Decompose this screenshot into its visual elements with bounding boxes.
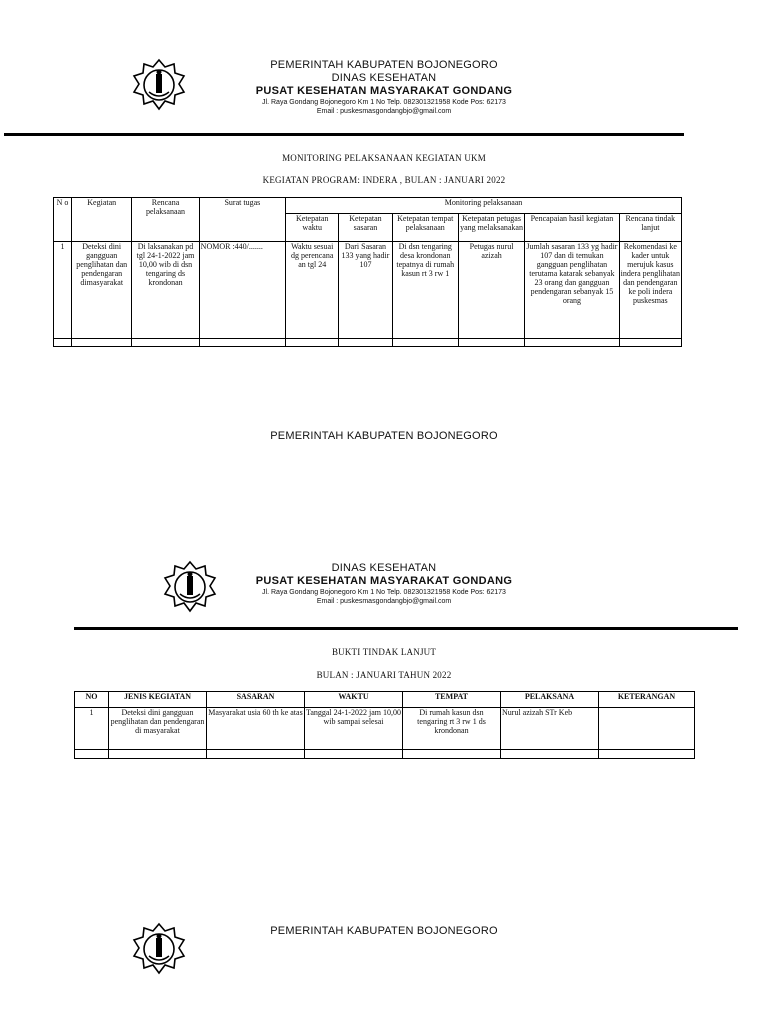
col-sasaran: SASARAN (207, 692, 305, 708)
letterhead-divider (4, 133, 684, 136)
cell-sasaran: Masyarakat usia 60 th ke atas (207, 708, 305, 750)
col-waktu: Ketepatan waktu (286, 214, 339, 242)
cell-jenis: Deteksi dini gangguan penglihatan dan pendengaran di masyarakat (109, 708, 207, 750)
cell-waktu: Waktu sesuai dg perencana an tgl 24 (286, 242, 339, 339)
government-name-2: PEMERINTAH KABUPATEN BOJONEGORO (270, 430, 498, 442)
table-row-empty (54, 339, 682, 347)
cell-petugas: Petugas nurul azizah (458, 242, 524, 339)
puskesmas-name: PUSAT KESEHATAN MASYARAKAT GONDANG (255, 85, 513, 97)
section2-subtitle: BULAN : JANUARI TAHUN 2022 (316, 670, 452, 680)
cell-surat: NOMOR :440/....... (199, 242, 285, 339)
tindak-lanjut-table (74, 691, 695, 759)
cell-tempat: Di rumah kasun dsn tengaring rt 3 rw 1 ds krondonan (403, 708, 501, 750)
col-sasaran: Ketepatan sasaran (339, 214, 392, 242)
cell-pelaksana: Nurul azizah STr Keb (501, 708, 599, 750)
cell-kegiatan: Deteksi dini gangguan penglihatan dan pendengaran dimasyarakat (72, 242, 132, 339)
col-monitoring: Monitoring pelaksanaan (286, 198, 682, 214)
col-rencana: Rencana pelaksanaan (132, 198, 199, 242)
col-jenis: JENIS KEGIATAN (109, 692, 207, 708)
section1-title: MONITORING PELAKSANAAN KEGIATAN UKM (282, 153, 486, 163)
col-keterangan: KETERANGAN (599, 692, 695, 708)
cell-waktu: Tanggal 24-1-2022 jam 10,00 wib sampai selesai (305, 708, 403, 750)
government-name: PEMERINTAH KABUPATEN BOJONEGORO (270, 59, 498, 71)
col-waktu: WAKTU (305, 692, 403, 708)
department-name-2: DINAS KESEHATAN (331, 562, 437, 574)
table-row-empty (75, 750, 695, 759)
col-tempat: Ketepatan tempat pelaksanaan (392, 214, 458, 242)
address: Jl. Raya Gondang Bojonegoro Km 1 No Telp. 082301321958 Kode Pos: 62173 (262, 99, 506, 106)
cell-keterangan (599, 708, 695, 750)
address-2: Jl. Raya Gondang Bojonegoro Km 1 No Telp. 082301321958 Kode Pos: 62173 (262, 589, 506, 596)
cell-rencana: Di laksanakan pd tgl 24-1-2022 jam 10,00 wib di dsn tengaring ds krondonan (132, 242, 199, 339)
col-kegiatan: Kegiatan (72, 198, 132, 242)
monitoring-table (53, 197, 682, 347)
col-no: N o (54, 198, 72, 242)
government-name-3: PEMERINTAH KABUPATEN BOJONEGORO (270, 925, 498, 937)
section1-subtitle: KEGIATAN PROGRAM: INDERA , BULAN : JANUARI 2022 (262, 175, 506, 185)
cell-tindak: Rekomendasi ke kader untuk merujuk kasus indera penglihatan dan pendengaran ke poli indera puskesmas (619, 242, 681, 339)
cell-tempat: Di dsn tengaring desa krondonan tepatnya di rumah kasun rt 3 rw 1 (392, 242, 458, 339)
col-pencapaian: Pencapaian hasil kegiatan (525, 214, 619, 242)
col-tindak: Rencana tindak lanjut (619, 214, 681, 242)
col-petugas: Ketepatan petugas yang melaksanakan (458, 214, 524, 242)
cell-pencapaian: Jumlah sasaran 133 yg hadir 107 dan di temukan gangguan penglihatan terutama katarak sebanyak 23 orang dan gangguan pendengaran sebanyak 15 orang (525, 242, 619, 339)
col-tempat: TEMPAT (403, 692, 501, 708)
table-row (75, 708, 695, 750)
cell-no: 1 (54, 242, 72, 339)
col-surat: Surat tugas (199, 198, 285, 242)
section2-title: BUKTI TINDAK LANJUT (331, 647, 437, 657)
puskesmas-name-2: PUSAT KESEHATAN MASYARAKAT GONDANG (255, 575, 513, 587)
email: Email : puskesmasgondangbjo@gmail.com (316, 108, 452, 115)
col-no: NO (75, 692, 109, 708)
letterhead-divider-2 (74, 627, 738, 630)
email-2: Email : puskesmasgondangbjo@gmail.com (316, 598, 452, 605)
col-pelaksana: PELAKSANA (501, 692, 599, 708)
department-name: DINAS KESEHATAN (331, 72, 437, 84)
table-row (54, 242, 682, 339)
cell-no: 1 (75, 708, 109, 750)
cell-sasaran: Dari Sasaran 133 yang hadir 107 (339, 242, 392, 339)
